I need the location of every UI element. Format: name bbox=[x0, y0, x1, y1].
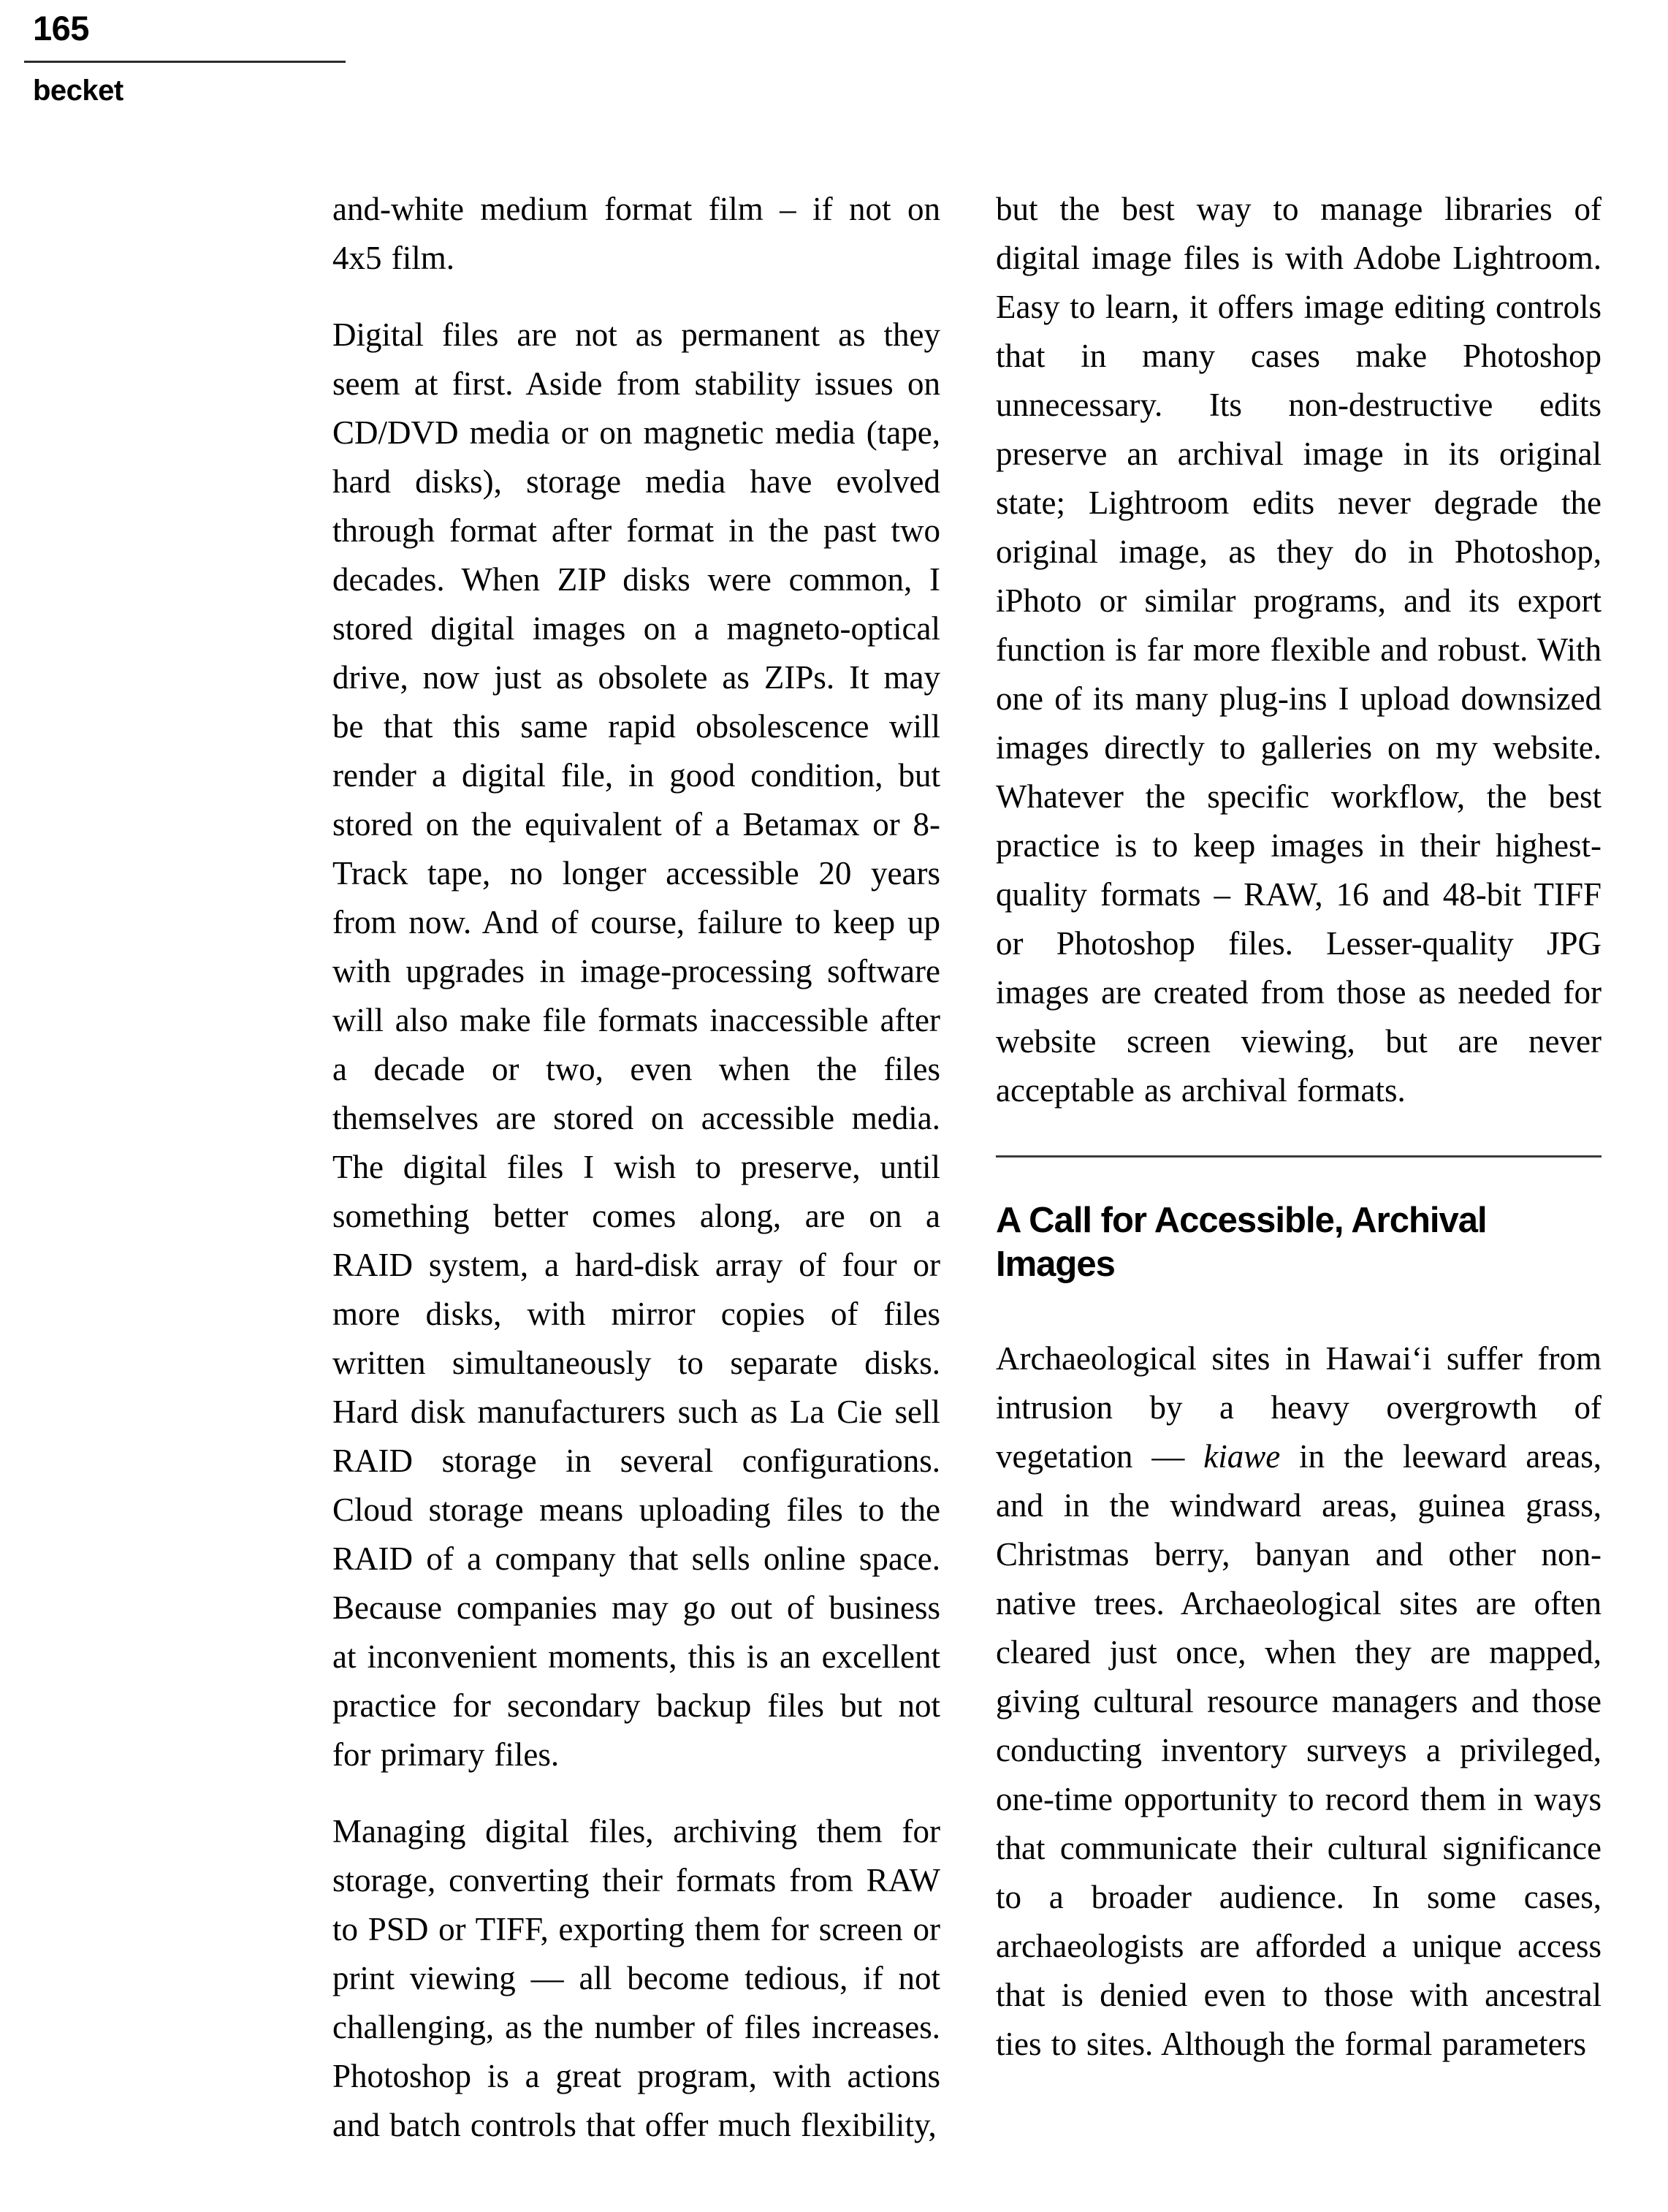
text-segment: Archaeological sites in Hawaiʻi suffer from intrusion by a heavy overgrowth of vegetation — bbox=[996, 1340, 1602, 1475]
text-segment: in the leeward areas, and in the windward areas, guinea grass, Christmas berry, banyan and other non-native trees. Archaeological sites are often cleared just once, when they are mapped, giving cultural resource managers and those conducting inventory surveys a privileged, one-time opportunity to record them in ways that communicate their cultural significance to a broader audience. In some cases, archaeologists are afforded a unique access that is denied even to those with ancestral ties to sites. Although the formal parameters bbox=[996, 1438, 1602, 2062]
paragraph-archaeological-sites bbox=[996, 1334, 1602, 2069]
running-header-author: becket bbox=[33, 75, 123, 107]
page-header bbox=[24, 10, 360, 106]
paragraph-lightroom: but the best way to manage libraries of digital image files is with Adobe Lightroom. Easy to learn, it offers image editing controls that in many cases make Photoshop unnecessary. Its non-destructive edits preserve an archival image in its original state; Lightroom edits never degrade the original image, as they do in Photoshop, iPhoto or similar programs, and its export function is far more flexible and robust. With one of its many plug-ins I upload downsized images directly to galleries on my website. Whatever the specific workflow, the best practice is to keep images in their highest-quality formats – RAW, 16 and 48-bit TIFF or Photoshop files. Lesser-quality JPG images are created from those as needed for website screen viewing, but are never acceptable as archival formats. bbox=[996, 191, 1602, 1109]
left-column bbox=[332, 185, 940, 2150]
two-column-body bbox=[332, 185, 1602, 2150]
section-heading: A Call for Accessible, Archival Images bbox=[996, 1201, 1487, 1284]
italic-text-segment: kiawe bbox=[1203, 1438, 1281, 1475]
section-divider-rule bbox=[996, 1155, 1602, 1158]
paragraph-continuation: and-white medium format film – if not on 4x5 film. bbox=[332, 191, 940, 276]
header-rule bbox=[24, 61, 346, 63]
right-column bbox=[996, 185, 1602, 2150]
page-number: 165 bbox=[33, 9, 89, 47]
paragraph-digital-files: Digital files are not as permanent as they seem at first. Aside from stability issues on CD/DVD media or on magnetic media (tape, hard disks), storage media have evolved through format after format in the past two decades. When ZIP disks were common, I stored digital images on a magneto-optical drive, now just as obsolete as ZIPs. It may be that this same rapid obsolescence will render a digital file, in good condition, but stored on the equivalent of a Betamax or 8-Track tape, no longer accessible 20 years from now. And of course, failure to keep up with upgrades in image-processing software will also make file formats inaccessible after a decade or two, even when the files themselves are stored on accessible media. The digital files I wish to preserve, until something better comes along, are on a RAID system, a hard-disk array of four or more disks, with mirror copies of files written simultaneously to separate disks. Hard disk manufacturers such as La Cie sell RAID storage in several configurations. Cloud storage means uploading files to the RAID of a company that sells online space. Because companies may go out of business at inconvenient moments, this is an excellent practice for secondary backup files but not for primary files. bbox=[332, 316, 940, 1773]
paragraph-managing-files: Managing digital files, archiving them for storage, converting their formats from RAW to PSD or TIFF, exporting them for screen or print viewing — all become tedious, if not challenging, as the number of files increases. Photoshop is a great program, with actions and batch controls that offer much flexibility, bbox=[332, 1813, 940, 2143]
